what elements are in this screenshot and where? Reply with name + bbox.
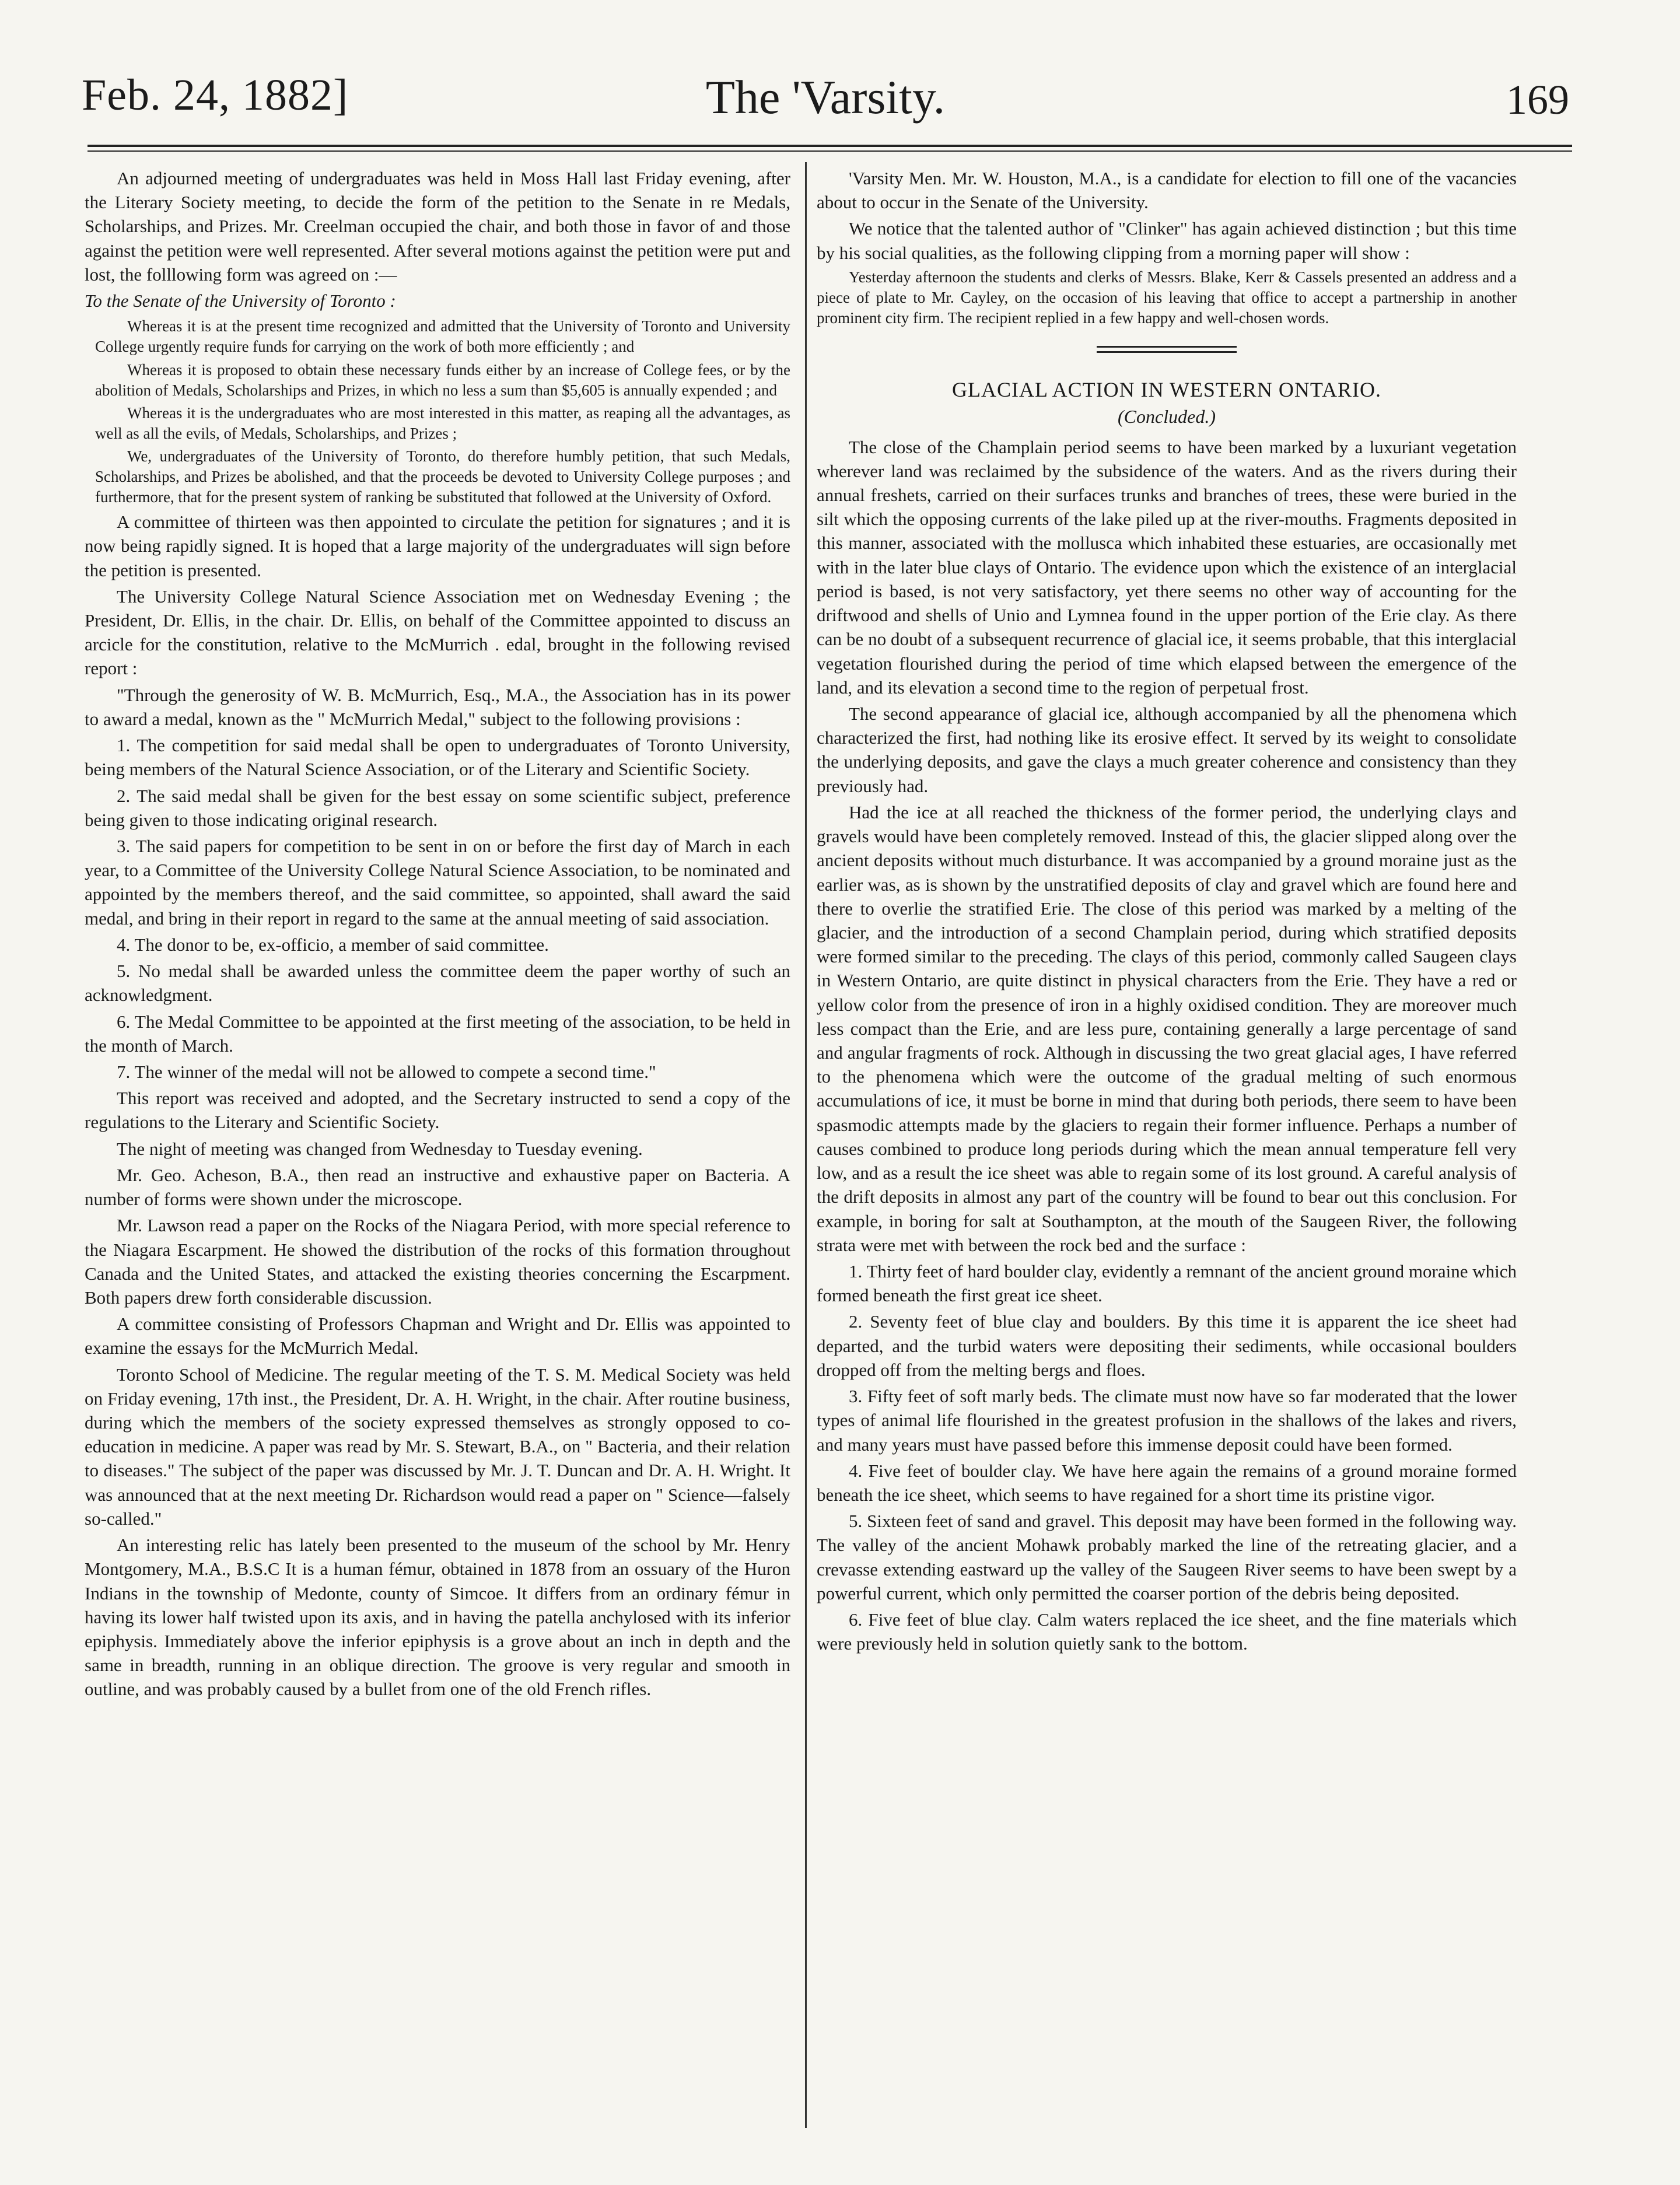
page-header	[82, 70, 1569, 134]
paragraph: We notice that the talented author of "Clinker" has again achieved distinction ; but this time by his social qualities, as the following clipping from a morning paper will show :	[817, 218, 1517, 263]
provision: 5. No medal shall be awarded unless the committee deem the paper worthy of such an acknowledgment.	[85, 961, 790, 1006]
petition-clause: Whereas it is at the present time recognized and admitted that the University of Toronto and University College urgently require funds for carrying on the work of both more efficiently ; and	[95, 317, 790, 356]
provision: 2. The said medal shall be given for the best essay on some scientific subject, preference being given to those indicating original research.	[85, 785, 790, 830]
left-column	[85, 166, 790, 1704]
provision: 1. The competition for said medal shall be open to undergraduates of Toronto University, being members of the Natural Science Association, or of the Literary and Scientific Society.	[85, 735, 790, 780]
header-rule	[88, 145, 1572, 147]
header-rule-thin	[88, 150, 1572, 152]
petition-address: To the Senate of the University of Toronto :	[85, 290, 396, 311]
petition-text	[85, 316, 790, 507]
stratum-item: 1. Thirty feet of hard boulder clay, evidently a remnant of the ancient ground moraine which formed beneath the first great ice sheet.	[817, 1261, 1517, 1306]
newspaper-clipping: Yesterday afternoon the students and clerks of Messrs. Blake, Kerr & Cassels presented an address and a piece of plate to Mr. Cayley, on the occasion of his leaving that office to accept a partnership in another prominent city firm. The recipient replied in a few happy and well-chosen words.	[817, 268, 1517, 327]
stratum-item: 3. Fifty feet of soft marly beds. The climate must now have so far moderated that the lower types of animal life flourished in the greatest profusion in the shallows of the lakes and rivers, and many years must have passed before this immense deposit could have been formed.	[817, 1386, 1517, 1455]
masthead-title: The 'Varsity.	[705, 71, 946, 124]
provision: 3. The said papers for competition to be sent in on or before the first day of March in each year, to a Committee of the University College Natural Science Association, to be nominated and appointed by the members thereof, and the said committee, so appointed, shall award the said medal, and bring in their report in regard to the same at the annual meeting of said association.	[85, 836, 790, 929]
paragraph: Toronto School of Medicine. The regular meeting of the T. S. M. Medical Society was held on Friday evening, 17th inst., the President, Dr. A. H. Wright, in the chair. After routine business, during which the members of the society expressed themselves as strongly opposed to co-education in medicine. A paper was read by Mr. S. Stewart, B.A., on " Bacteria, and their relation to diseases." The subject of the paper was discussed by Mr. J. T. Duncan and Dr. A. H. Wright. It was announced that at the next meeting Dr. Richardson would read a paper on " Science—falsely so-called."	[85, 1364, 790, 1529]
petition-clause: Whereas it is the undergraduates who are most interested in this matter, as reaping all the advantages, as well as all the evils, of Medals, Scholarships, and Prizes ;	[95, 404, 790, 442]
right-column	[817, 166, 1517, 1658]
provision: 7. The winner of the medal will not be allowed to compete a second time."	[117, 1061, 656, 1082]
paragraph: A committee of thirteen was then appointed to circulate the petition for signatures ; and it is now being rapidly signed. It is hoped that a large majority of the undergraduates will sign before the petition is presented.	[85, 512, 790, 580]
paragraph: A committee consisting of Professors Chapman and Wright and Dr. Ellis was appointed to examine the essays for the McMurrich Medal.	[85, 1314, 790, 1358]
petition-clause: Whereas it is proposed to obtain these necessary funds either by an increase of College fees, or by the abolition of Medals, Scholarships and Prizes, in which no less a sum than $5,605 is annually expended ; and	[95, 360, 790, 399]
paragraph: An interesting relic has lately been presented to the museum of the school by Mr. Henry Montgomery, M.A., B.S.C It is a human fémur, obtained in 1878 from an ossuary of the Huron Indians in the township of Medonte, county of Simcoe. It differs from an ordinary fémur in having its lower half twisted upon its axis, and in having the patella anchylosed with its inferior epiphysis. Immediately above the inferior epiphysis is a grove about an inch in depth and the same in breadth, running in an oblique direction. The groove is very regular and smooth in outline, and was probably caused by a bullet from one of the old French rifles.	[85, 1535, 790, 1700]
article-title: GLACIAL ACTION IN WESTERN ONTARIO.	[951, 378, 1382, 402]
paragraph: An adjourned meeting of undergraduates was held in Moss Hall last Friday evening, after the Literary Society meeting, to decide the form of the petition to the Senate in re Medals, Scholarships, and Prizes. Mr. Creelman occupied the chair, and both those in favor of and those against the petition were well represented. After several motions against the petition were put and lost, the folllowing form was agreed on :—	[85, 168, 790, 285]
petition-clause: We, undergraduates of the University of Toronto, do therefore humbly petition, that such Medals, Scholarships, and Prizes be abolished, and that the proceeds be devoted to University College purposes ; and furthermore, that for the present system of ranking be substituted that followed at the University of Oxford.	[95, 447, 790, 506]
stratum-item: 5. Sixteen feet of sand and gravel. This deposit may have been formed in the following way. The valley of the ancient Mohawk probably marked the line of the retreating glacier, and a crevasse extending eastward up the valley of the Saugeen River seems to have been swept by a powerful current, which only permitted the coarser portion of the debris being deposited.	[817, 1511, 1517, 1603]
provision: 6. The Medal Committee to be appointed at the first meeting of the association, to be held in the month of March.	[85, 1011, 790, 1056]
paragraph: The second appearance of glacial ice, although accompanied by all the phenomena which characterized the first, had nothing like its erosive effect. It served by its weight to consolidate the underlying deposits, and gave the clays a much greater coherence and consistency than they previously had.	[817, 703, 1517, 796]
stratum-item: 6. Five feet of blue clay. Calm waters replaced the ice sheet, and the fine materials which were previously held in solution quietly sank to the bottom.	[817, 1609, 1517, 1654]
paragraph: This report was received and adopted, and the Secretary instructed to send a copy of the regulations to the Literary and Scientific Society.	[85, 1088, 790, 1133]
paragraph: The night of meeting was changed from Wednesday to Tuesday evening.	[117, 1138, 643, 1159]
paragraph: "Through the generosity of W. B. McMurrich, Esq., M.A., the Association has in its power to award a medal, known as the " McMurrich Medal," subject to the following provisions :	[85, 684, 790, 729]
issue-date: Feb. 24, 1882]	[82, 71, 349, 120]
column-divider	[805, 162, 807, 2128]
paragraph: The University College Natural Science Association met on Wednesday Evening ; the President, Dr. Ellis, in the chair. Dr. Ellis, on behalf of the Committee appointed to discuss an arcicle for the constitution, relative to the McMurrich . edal, brought in the following revised report :	[85, 586, 790, 679]
page-number: 169	[1506, 76, 1569, 123]
paragraph: 'Varsity Men. Mr. W. Houston, M.A., is a candidate for election to fill one of the vacancies about to occur in the Senate of the University.	[817, 168, 1517, 213]
provision: 4. The donor to be, ex-officio, a member of said committee.	[117, 934, 549, 955]
paragraph: Mr. Lawson read a paper on the Rocks of the Niagara Period, with more special reference to the Niagara Escarpment. He showed the distribution of the rocks of this formation throughout Canada and the United States, and attacked the existing theories concerning the Escarpment. Both papers drew forth considerable discussion.	[85, 1215, 790, 1308]
paragraph: Mr. Geo. Acheson, B.A., then read an instructive and exhaustive paper on Bacteria. A number of forms were shown under the microscope.	[85, 1164, 790, 1210]
paragraph: Had the ice at all reached the thickness of the former period, the underlying clays and gravels would have been completely removed. Instead of this, the glacier slipped along over the ancient deposits without much disturbance. It was accompanied by a ground moraine just as the earlier was, as is shown by the unstratified deposits of clay and gravel which are found here and there to overlie the stratified Erie. The close of this period was marked by a melting of the glacier, and the introduction of a second Champlain period, during which stratified deposits were formed similar to the preceding. The clays of this period, commonly called Saugeen clays in Western Ontario, are quite distinct in physical characters from the Erie. They have a red or yellow color from the presence of iron in a highly oxidised condition. They are moreover much less compact than the Erie, and are less pure, containing generally a large percentage of sand and angular fragments of rock. Although in discussing the two great glacial ages, I have referred to the phenomena which were the outcome of the gradual melting of such enormous accumulations of ice, it must be borne in mind that during both periods, there seem to have been spasmodic attempts made by the glaciers to regain their former influence. Perhaps a number of causes combined to produce long periods during which the mean annual temperature fell very low, and as a result the ice sheet was able to regain some of its lost ground. A careful analysis of the drift deposits in almost any part of the country will be found to bear out this conclusion. For example, in boring for salt at Southampton, at the mouth of the Saugeen River, the following strata were met with between the rock bed and the surface :	[817, 801, 1517, 1255]
paragraph: The close of the Champlain period seems to have been marked by a luxuriant vegetation wherever land was reclaimed by the subsidence of the waters. And as the rivers during their annual freshets, carried on their surfaces trunks and branches of trees, these were buried in the silt which the opposing currents of the lake piled up at the river-mouths. Fragments deposited in this manner, associated with the mollusca which inhabited these estuaries, are occasionally met with in the later blue clays of Ontario. The evidence upon which the existence of an interglacial period is based, is not very satisfactory, yet there seems no other way of accounting for the driftwood and shells of Unio and Lymnea found in the upper portion of the Erie clay. As there can be no doubt of a subsequent recurrence of glacial ice, it seems probable, that this interglacial vegetation flourished during the period of time which elapsed between the emergence of the land, and its elevation a second time to the region of perpetual frost.	[817, 436, 1517, 698]
article-subtitle: (Concluded.)	[1118, 406, 1216, 428]
stratum-item: 4. Five feet of boulder clay. We have here again the remains of a ground moraine formed beneath the ice sheet, which seems to have regained for a short time its pristine vigor.	[817, 1460, 1517, 1505]
stratum-item: 2. Seventy feet of blue clay and boulders. By this time it is apparent the ice sheet had departed, and the turbid waters were depositing their sediments, while occasional boulders dropped off from the melting bergs and floes.	[817, 1311, 1517, 1380]
section-divider	[1097, 346, 1237, 353]
